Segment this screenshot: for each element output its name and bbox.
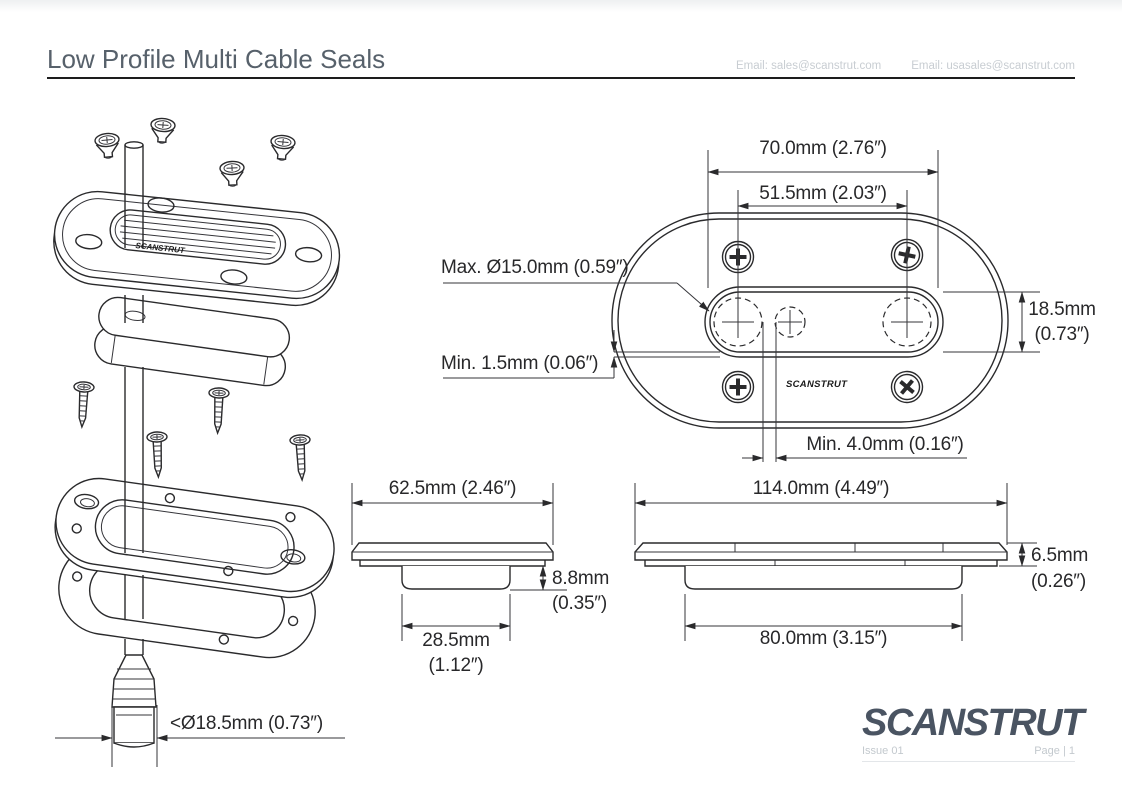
email-sales: Email: sales@scanstrut.com [735,60,882,72]
label-max-cable-diameter: Max. Ø15.0mm (0.59″) [441,257,629,278]
dim-small-spigot-width-mm: 28.5mm [422,630,490,651]
dim-slot-height-mm: 18.5mm [1028,299,1096,320]
page-title: Low Profile Multi Cable Seals [47,44,386,74]
footer [862,702,1083,762]
dim-hole-spacing: 51.5mm (2.03″) [759,183,887,204]
issue-number: Issue 01 [862,745,904,757]
flange-profile [635,543,1007,589]
scanstrut-logo: SCANSTRUT [862,702,1083,744]
dim-large-flange-height-mm: 6.5mm [1031,545,1089,566]
dim-large-flange-width: 114.0mm (4.49″) [752,478,890,499]
plan-view-drawing [430,130,1115,475]
dim-small-spigot-width-in: (1.12″) [428,655,484,676]
dim-cable-diameter: <Ø18.5mm (0.73″) [170,713,323,734]
header-rule [47,77,1075,79]
dim-large-spigot-width: 80.0mm (3.15″) [759,628,888,649]
page-number: Page | 1 [1034,745,1075,757]
dim-spigot-depth-in: (0.35″) [552,593,607,614]
top-plate [50,187,344,309]
exploded-view-drawing [40,95,350,773]
dim-large-flange-height-in: (0.26″) [1031,571,1086,592]
dim-small-flange-width: 62.5mm (2.46″) [388,478,517,499]
dim-slot-length: 70.0mm (2.76″) [759,138,887,159]
rubber-seal-block [92,295,291,388]
label-min-lip: Min. 1.5mm (0.06″) [441,353,599,374]
header-emails [736,60,1075,72]
leader-max-cable [443,283,709,311]
footer-meta [862,745,1075,762]
cable-connector [112,655,156,747]
dimension-hole-spacing [738,190,907,338]
dim-slot-height-in: (0.73″) [1034,324,1090,345]
email-usasales: Email: usasales@scanstrut.com [911,60,1075,72]
dimension-slot-height [943,292,1040,352]
brand-on-plate: SCANSTRUT [135,241,186,256]
dim-spigot-depth-mm: 8.8mm [552,568,610,589]
seal-body-outline [612,213,1008,428]
tapping-screws [72,381,312,480]
brand-on-plan-view: SCANSTRUT [786,379,848,390]
cable-positions-dashed [714,298,931,346]
page-top-edge [0,0,1122,12]
flange-profile [352,543,553,589]
dim-min-gap: Min. 4.0mm (0.16″) [806,434,964,455]
